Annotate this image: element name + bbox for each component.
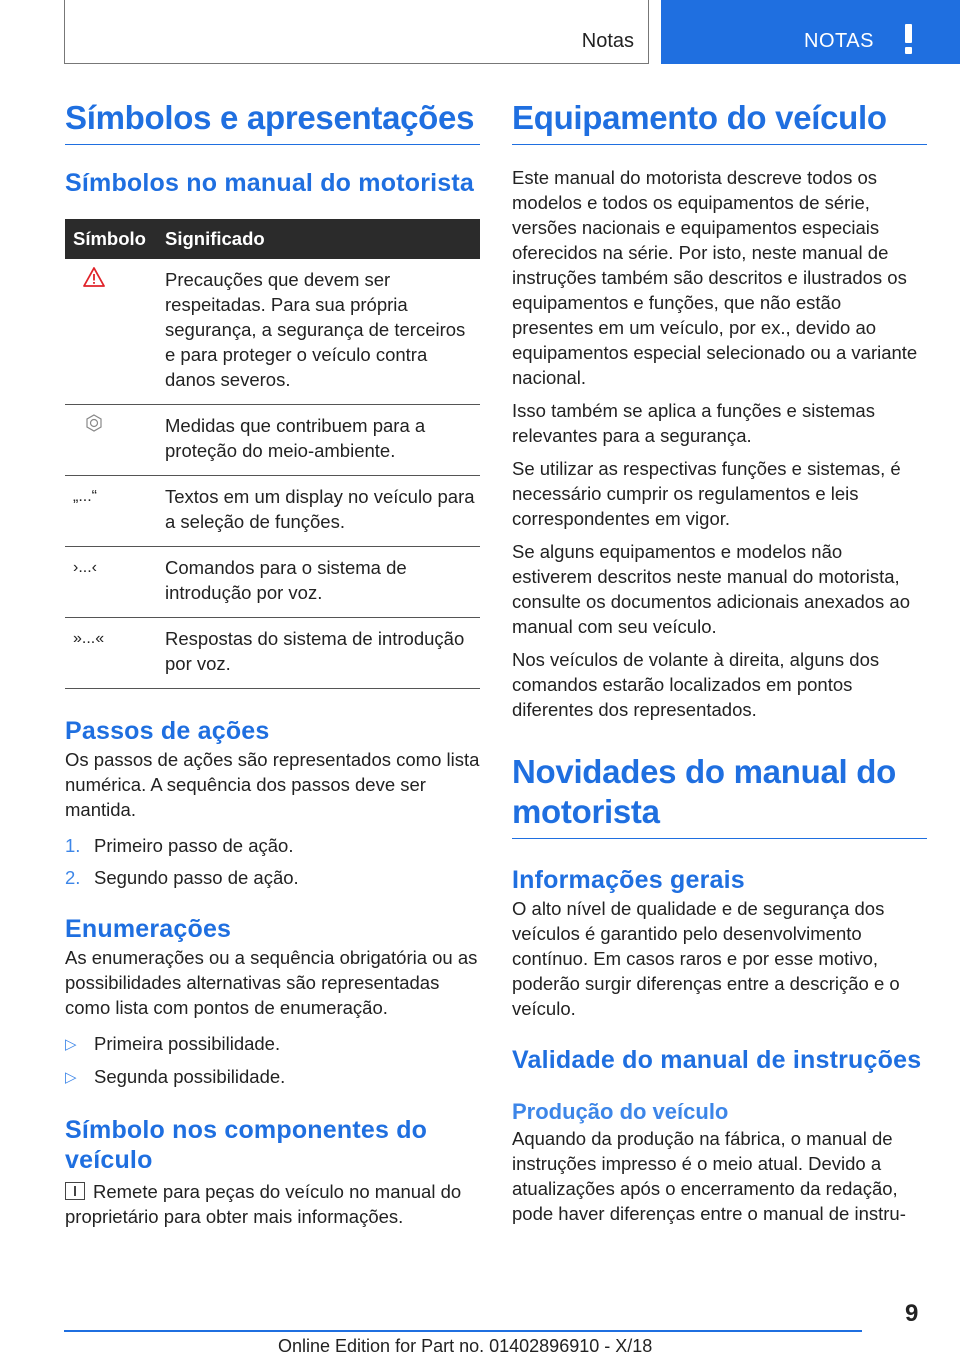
symbols-table [65, 219, 480, 689]
footer-edition: Online Edition for Part no. 01402896910 - X/18 [278, 1336, 653, 1356]
paragraph-enumerations: As enumerações ou a sequência obrigatória ou as possibilidades alternativas são representadas como lista com pontos de enumeração. [65, 947, 478, 1018]
list-item [65, 1031, 480, 1057]
section-title-symbols: Símbolos e apresentações [65, 98, 480, 145]
list-text: Primeiro passo de ação. [94, 835, 294, 856]
heading-general-info: Informações gerais [512, 866, 745, 894]
section-title-news: Novidades do manual do motorista [512, 752, 927, 839]
book-icon [65, 1182, 85, 1200]
paragraph-equipment-4: Se alguns equipamentos e modelos não estiverem descritos neste manual do motorista, consulte os documentos adicionais anexados ao manual com seu veículo. [512, 541, 911, 637]
exclamation-icon [899, 24, 917, 54]
header-chapter-label: NOTAS [804, 30, 874, 52]
triangle-bullet-icon: ▷ [65, 1036, 77, 1053]
table-header-symbol: Símbolo [65, 219, 165, 259]
table-row [65, 476, 480, 547]
list-text: Segunda possibilidade. [94, 1066, 286, 1087]
paragraph-action-steps: Os passos de ações são representados como lista numérica. A sequência dos passos deve ser mantida. [65, 749, 480, 820]
section-title-equipment: Equipamento do veículo [512, 98, 927, 145]
page-number: 9 [905, 1300, 919, 1327]
list-number: 1. [65, 835, 81, 856]
table-row [65, 405, 480, 476]
footer-divider [64, 1330, 862, 1332]
header-chapter-tab [661, 0, 960, 64]
paragraph-equipment-1: Este manual do motorista descreve todos os modelos e todos os equipamentos de série, versões nacionais e equipamentos especiais oferecidos na série. Por isto, neste manual de instruções também são descritos e ilustrados os equipamentos e funções, que não estão presentes em um veículo, por ex., devido ao equipamentos especial selecionado ou a variante nacional. [512, 167, 918, 388]
table-row [65, 547, 480, 618]
table-cell-symbol: »...« [65, 618, 165, 689]
list-text: Segundo passo de ação. [94, 867, 299, 888]
paragraph-vehicle-component-text: Remete para peças do veículo no manual do proprietário para obter mais informações. [65, 1181, 462, 1227]
triangle-bullet-icon: ▷ [65, 1069, 77, 1086]
paragraph-vehicle-component [65, 1179, 480, 1229]
list-number: 2. [65, 867, 81, 888]
table-cell-meaning: Textos em um display no veículo para a seleção de funções. [165, 476, 480, 547]
table-cell-meaning: Medidas que contribuem para a proteção do meio-ambiente. [165, 405, 480, 476]
list-item [65, 833, 480, 858]
table-cell-meaning: Comandos para o sistema de introdução por voz. [165, 547, 480, 618]
table-cell-meaning: Respostas do sistema de introdução por voz. [165, 618, 480, 689]
heading-symbols-manual: Símbolos no manual do motorista [65, 169, 475, 197]
paragraph-equipment-5: Nos veículos de volante à direita, alguns dos comandos estarão localizados em pontos diferentes dos representados. [512, 649, 880, 720]
table-cell-meaning: Precauções que devem ser respeitadas. Para sua própria segurança, a segurança de terceiros e para proteger o veículo contra danos severos. [165, 259, 480, 405]
list-item [65, 1064, 480, 1090]
paragraph-general-info: O alto nível de qualidade e de segurança dos veículos é garantido pelo desenvolvimento contínuo. Em casos raros e por esse motivo, poderão surgir diferenças entre a descrição e o veículo. [512, 898, 900, 1019]
subheading-vehicle-production: Produção do veículo [512, 1099, 729, 1124]
heading-enumerations: Enumerações [65, 915, 232, 943]
header-section-box [64, 0, 649, 64]
warning-icon [83, 267, 105, 295]
header-section-label: Notas [581, 30, 634, 52]
list-item [65, 865, 480, 890]
paragraph-equipment-2: Isso também se aplica a funções e sistemas relevantes para a segurança. [512, 400, 875, 446]
table-header-meaning: Significado [165, 219, 480, 259]
table-row [65, 259, 480, 405]
table-row [65, 618, 480, 689]
environment-icon [84, 413, 104, 441]
table-cell-symbol: ›...‹ [65, 547, 165, 618]
table-cell-symbol: „...“ [65, 476, 165, 547]
heading-action-steps: Passos de ações [65, 717, 270, 745]
list-text: Primeira possibilidade. [94, 1033, 281, 1054]
paragraph-vehicle-production: Aquando da produção na fábrica, o manual de instruções impresso é o meio atual. Devido a atualizações após o encerramento da redação, pode haver diferenças entre o manual de instru- [512, 1128, 906, 1224]
paragraph-equipment-3: Se utilizar as respectivas funções e sistemas, é necessário cumprir os regulamentos e leis correspondentes em vigor. [512, 458, 901, 529]
heading-manual-validity: Validade do manual de instruções [512, 1046, 922, 1074]
heading-vehicle-component-symbol: Símbolo nos componentes do veículo [65, 1116, 428, 1174]
right-column [512, 98, 927, 1226]
left-column [65, 98, 480, 1229]
